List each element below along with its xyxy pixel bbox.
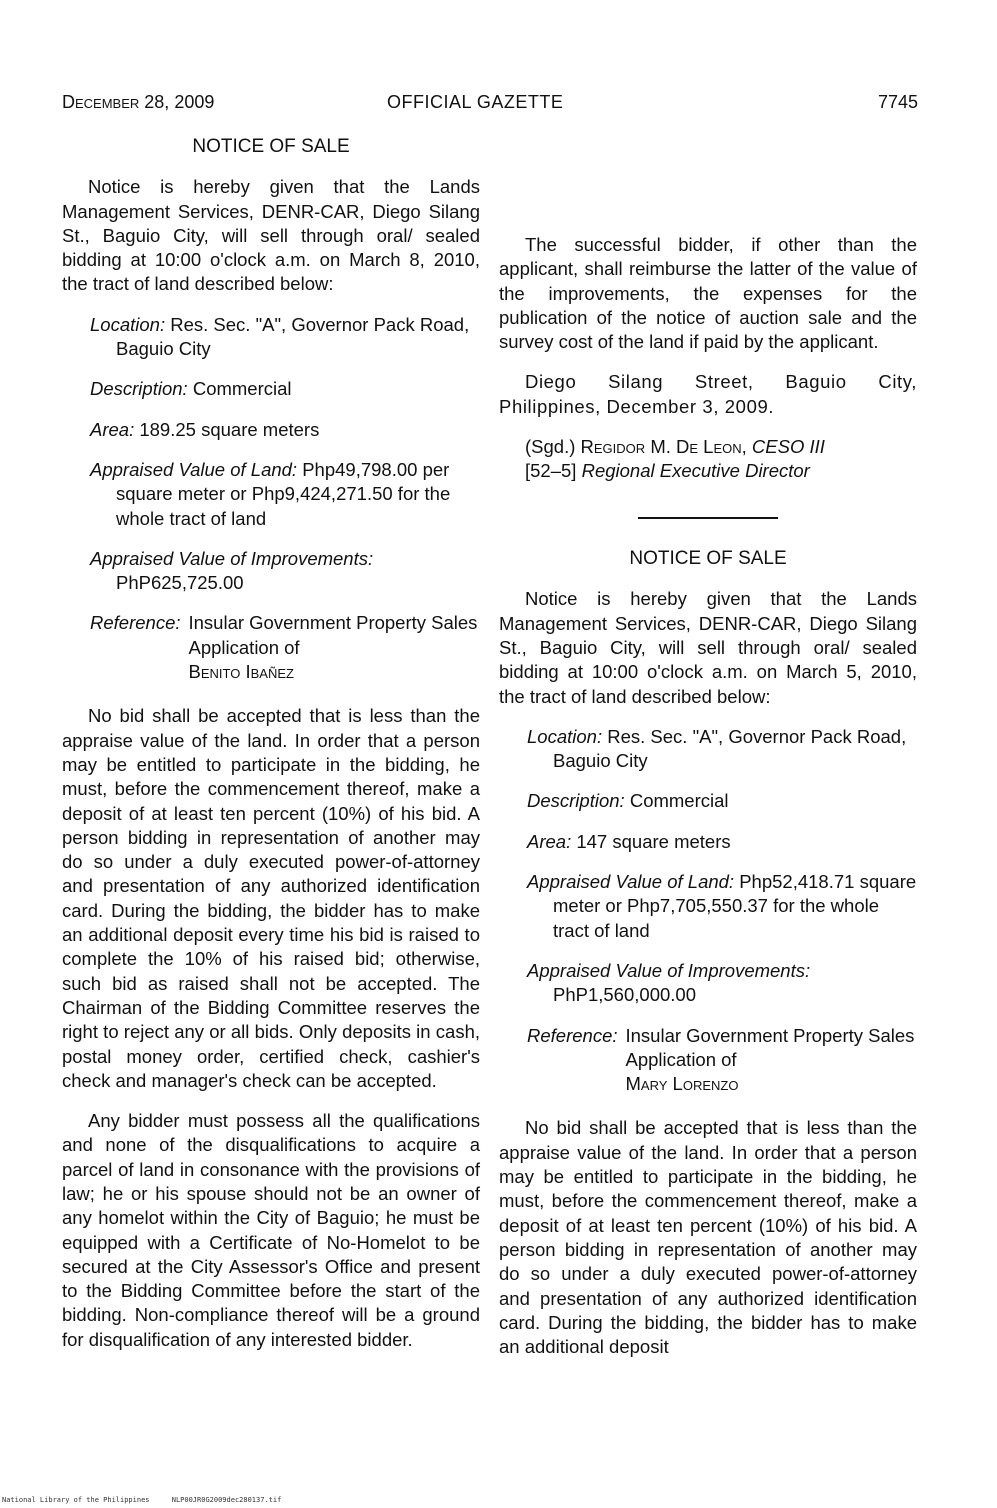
section-divider bbox=[638, 517, 778, 519]
reference-number: [52–5] bbox=[525, 460, 577, 482]
signatory-name: Regidor M. De Leon, bbox=[580, 436, 747, 458]
reimburse-paragraph: The successful bidder, if other than the applicant, shall reimburse the latter of the value of the improvements, the expenses for the publication of the notice of auction sale and the survey cost of the land if paid by the applicant. bbox=[499, 234, 917, 353]
area-value-2: 147 square meters bbox=[576, 830, 731, 852]
signatory-title: CESO III bbox=[751, 436, 825, 458]
reference-value: Insular Government Property Sales Application of Benito Ibañez bbox=[188, 612, 478, 683]
notice-title-2: NOTICE OF SALE bbox=[629, 548, 787, 570]
improvements-value-2: PhP1,560,000.00 bbox=[553, 984, 696, 1006]
reference-value-2: Insular Government Property Sales Application of Mary Lorenzo bbox=[625, 1024, 915, 1095]
land-value-label-2: Appraised Value of Land: bbox=[527, 871, 735, 893]
left-column bbox=[62, 135, 480, 1352]
applicant-name: Benito Ibañez bbox=[188, 661, 294, 683]
area-value: 189.25 square meters bbox=[139, 418, 320, 440]
issue-date: December 28, 2009 bbox=[62, 92, 215, 112]
description-field bbox=[90, 377, 480, 401]
land-value-2: Php52,418.71 square meter or Php7,705,550.37 for the whole tract of land bbox=[553, 871, 917, 941]
signatory-position: Regional Executive Director bbox=[581, 460, 810, 482]
applicant-name-2: Mary Lorenzo bbox=[625, 1073, 739, 1095]
location-label: Location: bbox=[90, 313, 166, 335]
notice-intro: Notice is hereby given that the Lands Management Services, DENR-CAR, Diego Silang St., Baguio City, will sell through oral/ sealed bidding at 10:00 o'clock a.m. on March 8, 2010, the tract of land described below: bbox=[62, 176, 480, 295]
reference-label: Reference: bbox=[90, 612, 181, 634]
notice-title: NOTICE OF SALE bbox=[192, 136, 350, 157]
scan-footer bbox=[2, 1496, 299, 1504]
area-field-2 bbox=[527, 830, 917, 854]
improvements-label-2: Appraised Value of Improvements: bbox=[527, 959, 811, 981]
reference-label-2: Reference: bbox=[527, 1024, 618, 1046]
page-header bbox=[62, 92, 918, 116]
area-label-2: Area: bbox=[527, 830, 572, 852]
place-date: Diego Silang Street, Baguio City, Philippines, December 3, 2009. bbox=[499, 371, 917, 417]
land-value-label: Appraised Value of Land: bbox=[90, 458, 298, 480]
signed-mark: (Sgd.) bbox=[525, 436, 576, 458]
improvements-value: PhP625,725.00 bbox=[116, 572, 244, 594]
improvements-field-2 bbox=[527, 959, 917, 1008]
page-number: 7745 bbox=[877, 92, 918, 112]
right-column-body bbox=[499, 233, 917, 1359]
area-field bbox=[90, 418, 480, 442]
location-value-2: Res. Sec. "A", Governor Pack Road, Baguio City bbox=[553, 725, 907, 772]
signature-block bbox=[525, 435, 917, 483]
description-field-2 bbox=[527, 789, 917, 813]
location-value: Res. Sec. "A", Governor Pack Road, Baguio City bbox=[116, 313, 470, 360]
reference-field-2 bbox=[527, 1024, 917, 1097]
land-value-field-2 bbox=[527, 870, 917, 943]
reference-field bbox=[90, 611, 480, 684]
bid-paragraph: No bid shall be accepted that is less than the appraise value of the land. In order that a person may be entitled to participate in the bidding, he must, before the commencement thereof, make a deposit of at least ten percent (10%) of his bid. A person bidding in representation of another may do so under a duly executed power-of-attorney and presentation of any authorized identification card. During the bidding, the bidder has to make an additional deposit every time his bid is raised to complete the 10% of his raised bid; otherwise, such bid as raised shall not be accepted. The Chairman of the Bidding Committee reserves the right to reject any or all bids. Only deposits in cash, postal money order, certified check, cashier's check and manager's check can be accepted. bbox=[62, 705, 480, 1091]
improvements-field bbox=[90, 547, 480, 596]
improvements-label: Appraised Value of Improvements: bbox=[90, 547, 374, 569]
description-value: Commercial bbox=[192, 378, 292, 400]
land-value-field bbox=[90, 458, 480, 531]
description-label: Description: bbox=[90, 378, 188, 400]
file-id: NLP00JR0G2009dec280137.tif bbox=[171, 1496, 282, 1504]
notice-intro-2: Notice is hereby given that the Lands Management Services, DENR-CAR, Diego Silang St., Baguio City, will sell through oral/ sealed bidding at 10:00 o'clock a.m. on March 5, 2010, the tract of land described below: bbox=[499, 588, 917, 707]
land-value: Php49,798.00 per square meter or Php9,424,271.50 for the whole tract of land bbox=[116, 458, 451, 529]
bid-paragraph-2: No bid shall be accepted that is less than the appraise value of the land. In order that a person may be entitled to participate in the bidding, he must, before the commencement thereof, make a deposit of at least ten percent (10%) of his bid. A person bidding in representation of another may do so under a duly executed power-of-attorney and presentation of any authorized identification card. During the bidding, the bidder has to make an additional deposit bbox=[499, 1117, 917, 1358]
library-credit: National Library of the Philippines bbox=[2, 1496, 150, 1504]
description-label-2: Description: bbox=[527, 790, 625, 812]
location-field-2 bbox=[527, 725, 917, 774]
gazette-title: OFFICIAL GAZETTE bbox=[387, 92, 564, 112]
location-label-2: Location: bbox=[527, 725, 603, 747]
qualifications-paragraph: Any bidder must possess all the qualifications and none of the disqualifications to acquire a parcel of land in consonance with the provisions of law; he or his spouse should not be an owner of any homelot within the City of Baguio; he must be equipped with a Certificate of No-Homelot to be secured at the City Assessor's Office and present to the Bidding Committee before the start of the bidding. Non-compliance thereof will be a ground for disqualification of any interested bidder. bbox=[62, 1110, 480, 1350]
description-value-2: Commercial bbox=[629, 790, 729, 812]
area-label: Area: bbox=[90, 418, 135, 440]
location-field bbox=[90, 313, 480, 362]
